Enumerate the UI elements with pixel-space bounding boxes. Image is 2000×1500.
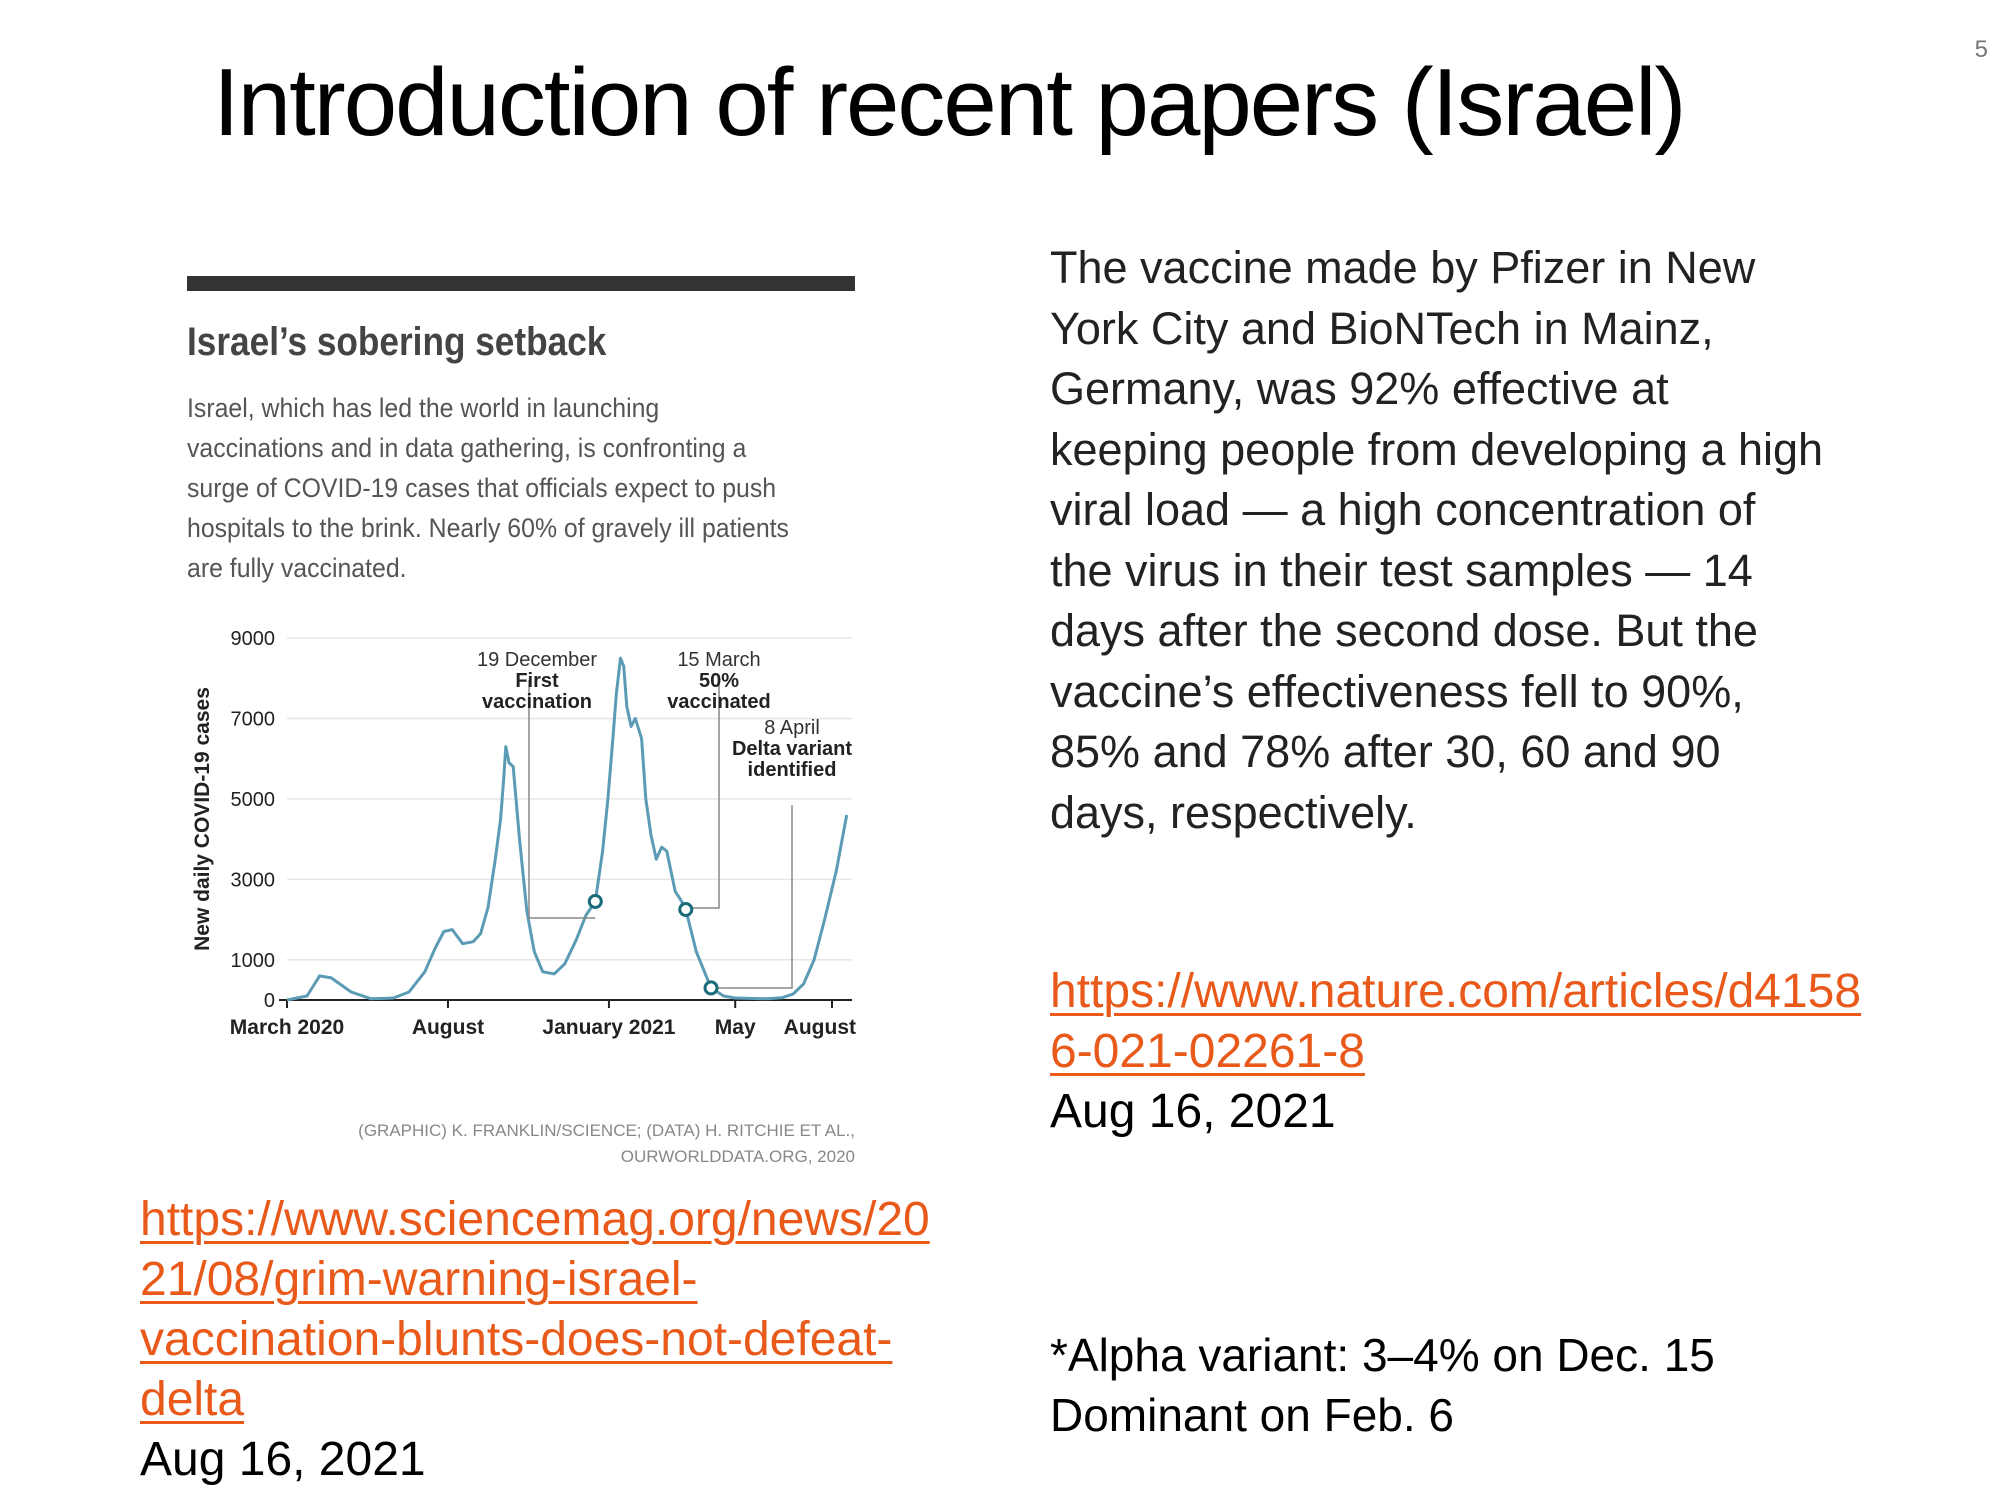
annotation-label: First: [515, 670, 559, 692]
right-reference-date: Aug 16, 2021: [1050, 1085, 1336, 1138]
x-tick-label: March 2020: [229, 1016, 345, 1039]
figure-top-rule: [187, 276, 855, 291]
figure-description-line: surge of COVID-19 cases that officials expect to push: [187, 473, 777, 503]
body-line: vaccine’s effectiveness fell to 90%,: [1050, 665, 1744, 717]
body-line: days, respectively.: [1050, 786, 1417, 838]
nature-link-line[interactable]: https://www.nature.com/articles/d4158: [1050, 965, 1862, 1018]
annotation-label: 50%: [698, 670, 740, 692]
variant-note: [1050, 1325, 1715, 1445]
nature-link[interactable]: [1050, 962, 1861, 1082]
annotation-date: 8 April: [764, 717, 820, 739]
figure-heading: Israel’s sobering setback: [187, 320, 607, 364]
figure-description-line: Israel, which has led the world in launching: [187, 393, 660, 423]
y-tick-label: 5000: [230, 788, 275, 811]
y-axis-label: New daily COVID-19 cases: [191, 687, 214, 951]
body-line: 85% and 78% after 30, 60 and 90: [1050, 726, 1721, 777]
body-line: days after the second dose. But the: [1050, 605, 1758, 656]
covid-cases-line-chart: [172, 610, 872, 1060]
figure-description-line: are fully vaccinated.: [187, 553, 407, 583]
body-text: [1050, 238, 1823, 843]
y-tick-label: 0: [263, 990, 275, 1012]
body-line: the virus in their test samples — 14: [1050, 544, 1753, 596]
page-number: 5: [1974, 36, 1988, 63]
annotation-marker: [589, 895, 601, 907]
figure-panel: [187, 276, 855, 1171]
figure-credit-line: (GRAPHIC) K. FRANKLIN/SCIENCE; (DATA) H. RITCHIE ET AL.,: [358, 1121, 855, 1140]
annotation-leader-line: [711, 805, 792, 988]
sciencemag-link-line[interactable]: vaccination-blunts-does-not-defeat-: [140, 1313, 893, 1366]
body-line: Germany, was 92% effective at: [1050, 363, 1669, 414]
annotation-label: identified: [747, 759, 837, 781]
figure-credit-line: OURWORLDDATA.ORG, 2020: [620, 1147, 855, 1166]
annotation-label: vaccinated: [667, 691, 771, 713]
sciencemag-link-line[interactable]: https://www.sciencemag.org/news/20: [140, 1193, 930, 1246]
body-line: The vaccine made by Pfizer in New: [1050, 242, 1756, 293]
sciencemag-link-line[interactable]: 21/08/grim-warning-israel-: [140, 1253, 698, 1306]
figure-description-line: hospitals to the brink. Nearly 60% of gravely ill patients: [187, 513, 789, 543]
y-tick-label: 7000: [230, 708, 275, 731]
annotation-marker: [705, 982, 717, 994]
left-reference-date: Aug 16, 2021: [140, 1433, 426, 1486]
sciencemag-link[interactable]: [140, 1190, 1000, 1430]
annotation-leader-line: [686, 680, 719, 908]
x-tick-label: August: [783, 1016, 856, 1039]
body-line: keeping people from developing a high: [1050, 423, 1824, 475]
body-line: York City and BioNTech in Mainz,: [1050, 302, 1714, 354]
y-tick-label: 9000: [230, 628, 275, 650]
figure-description-line: vaccinations and in data gathering, is confronting a: [187, 433, 747, 463]
slide-title: Introduction of recent papers (Israel): [213, 49, 1685, 156]
left-reference: [140, 1190, 1000, 1490]
note-line: *Alpha variant: 3–4% on Dec. 15: [1050, 1329, 1715, 1381]
annotation-marker: [680, 904, 692, 916]
figure-description: [187, 388, 822, 588]
annotation-label: Delta variant: [731, 738, 853, 760]
x-tick-label: August: [411, 1016, 485, 1039]
nature-link-line[interactable]: 6-021-02261-8: [1050, 1025, 1365, 1078]
annotation-label: vaccination: [481, 691, 593, 713]
y-tick-label: 3000: [230, 869, 275, 892]
y-tick-label: 1000: [230, 949, 275, 972]
sciencemag-link-line[interactable]: delta: [140, 1373, 245, 1426]
annotation-date: 19 December: [476, 649, 598, 671]
note-line: Dominant on Feb. 6: [1050, 1389, 1455, 1441]
annotation-date: 15 March: [677, 649, 761, 671]
right-reference: [1050, 962, 1861, 1142]
x-tick-label: January 2021: [542, 1016, 676, 1039]
body-line: viral load — a high concentration of: [1050, 484, 1756, 535]
x-tick-label: May: [714, 1016, 756, 1039]
